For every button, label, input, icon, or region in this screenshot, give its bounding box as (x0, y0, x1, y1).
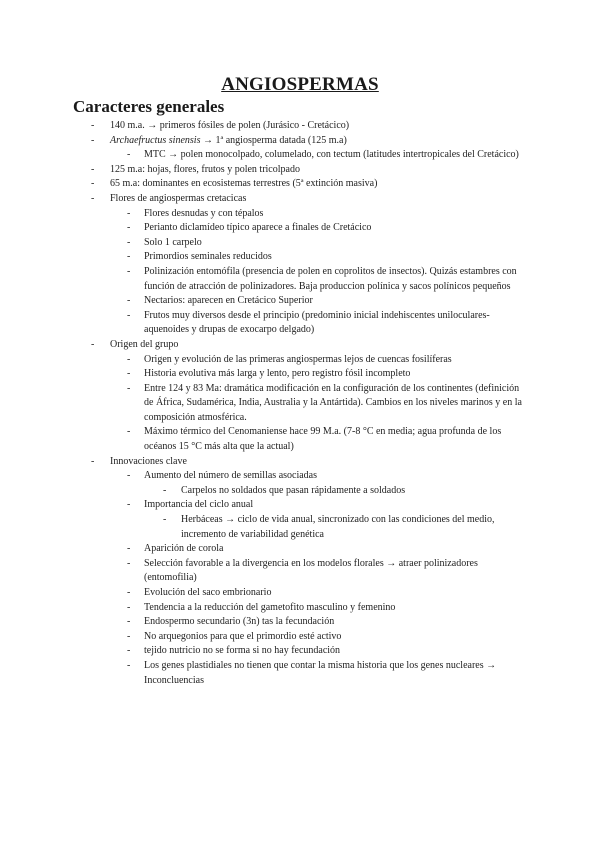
bullet-dash: - (127, 295, 131, 307)
list-item (0, 148, 524, 163)
list-item-text: Evolución del saco embrionario (144, 587, 272, 598)
list-item (0, 236, 524, 251)
list-item (0, 207, 524, 222)
list-item-text: Nectarios: aparecen en Cretácico Superior (144, 295, 313, 307)
list-item-text: Flores de angiospermas cretacicas (110, 192, 247, 204)
list-item (0, 265, 524, 294)
document-title: ANGIOSPERMAS (221, 74, 379, 95)
list-item-text: 65 m.a: dominantes en ecosistemas terrestres (5ª extinción masiva) (110, 178, 378, 190)
list-item-text: Historia evolutiva más larga y lento, pero registro fósil incompleto (144, 368, 411, 380)
list-item (0, 294, 524, 309)
bullet-dash: - (127, 499, 131, 511)
bullet-dash: - (127, 222, 131, 234)
list-item (0, 484, 521, 499)
list-item-text: Frutos muy diversos desde el principio (predominio inicial indehiscentes uniloculares-aquenoides y drupas de exocarpo delgado) (144, 309, 490, 336)
list-item (0, 498, 524, 513)
bullet-dash: - (127, 309, 131, 321)
list-item (0, 513, 521, 542)
list-item (0, 382, 524, 426)
bullet-dash: - (127, 265, 131, 277)
list-item (0, 221, 524, 236)
bullet-dash: - (163, 514, 167, 526)
list-item (0, 338, 520, 353)
list-item-text: Polinización entomófila (presencia de polen en coprolitos de insectos). Quizás estambres con función de atracción de polinizadores. Baja produccion polínica y sacos polínicos pequeños (144, 265, 517, 292)
list-item-text: Entre 124 y 83 Ma: dramática modificación en la configuración de los continentes (definición de África, Sudamérica, India, Australia y la Antártida). Cambios en los niveles marinos y en la composición atmosférica. (144, 382, 522, 423)
list-item-text: Los genes plastidiales no tienen que contar la misma historia que los genes nucleares → Inconcluencias (144, 659, 497, 686)
list-item (0, 134, 520, 149)
list-item-text: Flores desnudas y con tépalos (144, 207, 264, 219)
bullet-dash: - (127, 236, 131, 248)
list-item-text: Importancia del ciclo anual (144, 499, 254, 511)
list-item (0, 119, 520, 134)
list-item (0, 425, 524, 454)
bullet-dash: - (127, 207, 131, 219)
bullet-dash: - (91, 163, 95, 175)
list-item-text: 125 m.a: hojas, flores, frutos y polen tricolpado (110, 163, 300, 175)
list-item (0, 163, 520, 178)
bullet-dash: - (127, 630, 131, 642)
list-item (0, 542, 524, 557)
bullet-dash: - (127, 368, 131, 380)
list-item-text: Endospermo secundario (3n) tas la fecundación (144, 616, 335, 628)
list-item-text: Aparición de corola (144, 543, 224, 555)
list-item-text: Aumento del número de semillas asociadas (144, 470, 318, 482)
list-item-text: Primordios seminales reducidos (144, 251, 272, 263)
list-item (0, 601, 524, 616)
bullet-dash: - (91, 178, 95, 190)
list-item-text: Herbáceas → ciclo de vida anual, sincronizado con las condiciones del medio, incremento de variabilidad genética (181, 514, 495, 540)
bullet-dash: - (91, 338, 95, 350)
bullet-dash: - (127, 426, 131, 438)
list-item (0, 644, 524, 659)
bullet-dash: - (127, 616, 131, 628)
list-item-text: Máximo térmico del Cenomaniense hace 99 M.a. (7-8 °C en media; agua profunda de los océanos 15 °C más alta que la actual) (144, 426, 502, 453)
list-item (0, 557, 524, 586)
bullet-dash: - (127, 543, 131, 555)
species-name: Archaefructus sinensis (110, 134, 201, 146)
bullet-dash: - (91, 120, 95, 131)
list-item (0, 367, 524, 382)
bullet-dash: - (91, 455, 95, 467)
bullet-list (0, 119, 600, 688)
bullet-dash: - (163, 484, 167, 496)
list-item (0, 630, 524, 645)
list-item-text: 140 m.a. → primeros fósiles de polen (Jurásico - Cretácico) (110, 120, 350, 131)
list-item (0, 192, 520, 207)
list-item-text: Carpelos no soldados que pasan rápidamente a soldados (181, 484, 406, 496)
list-item (0, 469, 524, 484)
bullet-dash: - (127, 601, 131, 613)
bullet-dash: - (127, 470, 131, 482)
list-item (0, 586, 524, 601)
list-item-text: → 1ª angiosperma datada (125 m.a) (200, 134, 347, 146)
list-item-text: No arquegonios para que el primordio esté activo (144, 630, 342, 642)
list-item (0, 455, 520, 470)
bullet-dash: - (91, 192, 95, 204)
list-item-text: Selección favorable a la divergencia en los modelos florales → atraer polinizadores (entomofilia) (144, 557, 478, 584)
list-item (0, 309, 524, 338)
bullet-dash: - (127, 382, 131, 394)
list-item-text: Solo 1 carpelo (144, 236, 202, 248)
list-item-text: MTC → polen monocolpado, columelado, con tectum (latitudes intertropicales del Cretácico) (144, 149, 519, 161)
section-heading: Caracteres generales (73, 97, 225, 116)
list-item-text: Perianto diclamídeo típico aparece a finales de Cretácico (144, 222, 372, 234)
list-item (0, 177, 520, 192)
bullet-dash: - (91, 134, 95, 146)
list-item-text: Origen y evolución de las primeras angiospermas lejos de cuencas fosilíferas (144, 353, 452, 365)
bullet-dash: - (127, 659, 131, 671)
list-item-text: Innovaciones clave (110, 455, 187, 467)
list-item-text: tejido nutricio no se forma si no hay fecundación (144, 645, 341, 657)
bullet-dash: - (127, 353, 131, 365)
list-item (0, 250, 524, 265)
bullet-dash: - (127, 557, 131, 569)
list-item (0, 659, 524, 688)
list-item (0, 615, 524, 630)
bullet-dash: - (127, 251, 131, 263)
list-item (0, 353, 524, 368)
bullet-dash: - (127, 149, 131, 161)
bullet-dash: - (127, 587, 131, 598)
list-item-text: Origen del grupo (110, 338, 179, 350)
bullet-dash: - (127, 645, 131, 657)
list-item-text: Tendencia a la reducción del gametofito masculino y femenino (144, 601, 396, 613)
